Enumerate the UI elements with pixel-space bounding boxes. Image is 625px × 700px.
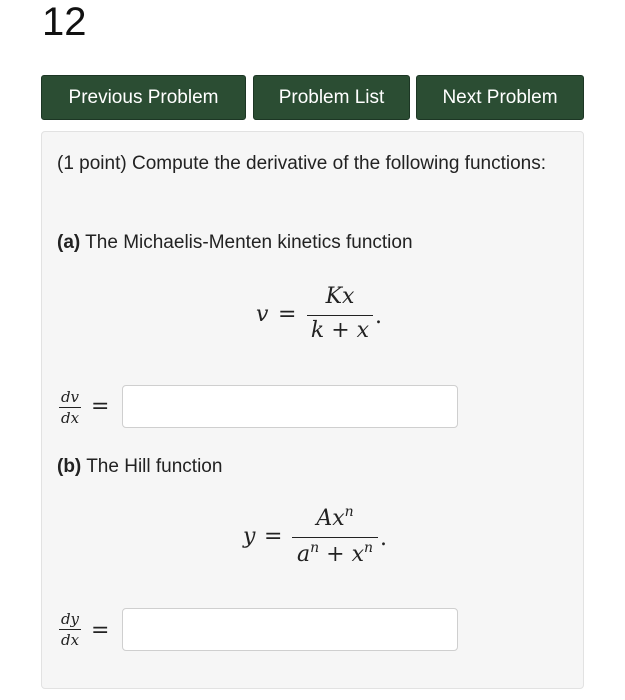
hill-equation bbox=[243, 504, 413, 566]
dv-dx-label bbox=[59, 388, 81, 430]
equation-a-fraction bbox=[307, 284, 373, 344]
dv-dx-bar bbox=[59, 407, 81, 408]
equation-a-period: . bbox=[375, 304, 382, 329]
equation-b-numerator bbox=[292, 504, 378, 531]
dy-dx-numerator: dy bbox=[60, 610, 80, 628]
next-problem-button[interactable]: Next Problem bbox=[416, 75, 584, 120]
part-b-description: The Hill function bbox=[86, 456, 223, 477]
dv-dx-numerator: dv bbox=[60, 388, 80, 406]
part-a-letter: (a) bbox=[57, 232, 81, 253]
answer-a-input[interactable] bbox=[122, 385, 458, 428]
equation-b-equals: = bbox=[264, 524, 283, 549]
equation-a-denominator: k + x bbox=[310, 318, 370, 343]
part-a-heading bbox=[57, 232, 413, 254]
problem-panel bbox=[41, 131, 584, 689]
part-a-description: The Michaelis-Menten kinetics function bbox=[85, 232, 413, 253]
answer-b-input[interactable] bbox=[122, 608, 458, 651]
part-b-letter: (b) bbox=[57, 456, 82, 477]
previous-problem-button[interactable]: Previous Problem bbox=[41, 75, 246, 120]
equation-b-lhs: y bbox=[243, 524, 256, 549]
problem-number: 12 bbox=[42, 0, 87, 44]
equation-b-period: . bbox=[380, 526, 387, 551]
equation-b-fraction-bar bbox=[292, 537, 378, 538]
equation-b-den-plus: + bbox=[319, 542, 352, 567]
equation-b-den-a-exp: n bbox=[310, 540, 320, 556]
dv-dx-denominator: dx bbox=[60, 409, 80, 427]
dy-dx-label bbox=[59, 610, 81, 652]
problem-intro: (1 point) Compute the derivative of the following functions: bbox=[57, 153, 546, 174]
dy-dx-equals: = bbox=[91, 618, 110, 643]
equation-b-num-base: Ax bbox=[316, 506, 345, 531]
problem-list-button[interactable]: Problem List bbox=[253, 75, 410, 120]
equation-a-equals: = bbox=[278, 302, 297, 327]
part-b-heading bbox=[57, 456, 222, 478]
equation-b-den-x: x bbox=[351, 542, 364, 567]
equation-b-fraction bbox=[292, 504, 378, 566]
dv-dx-equals: = bbox=[91, 394, 110, 419]
equation-b-den-x-exp: n bbox=[363, 540, 374, 556]
equation-b-denominator bbox=[292, 540, 378, 567]
dy-dx-denominator: dx bbox=[60, 631, 80, 649]
equation-b-num-exp: n bbox=[344, 504, 354, 520]
equation-a-fraction-bar bbox=[307, 315, 373, 316]
equation-b-den-a: a bbox=[296, 542, 311, 567]
equation-a-numerator: Kx bbox=[325, 284, 355, 309]
michaelis-menten-equation bbox=[256, 284, 406, 344]
equation-a-lhs: v bbox=[256, 302, 269, 327]
dy-dx-bar bbox=[59, 629, 81, 630]
